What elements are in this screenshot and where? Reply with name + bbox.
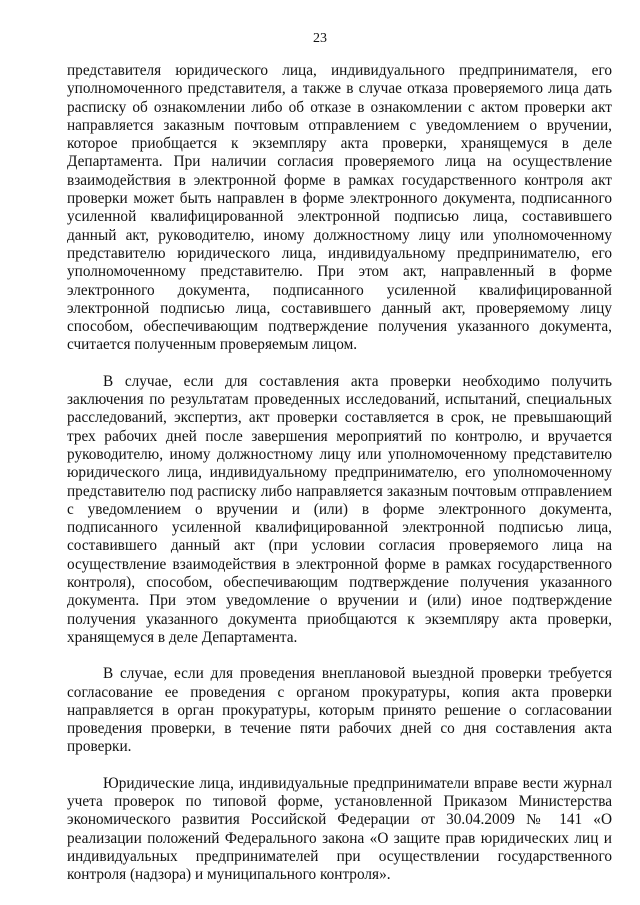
paragraph-act-delivery-after-expertise: В случае, если для составления акта проверки необходимо получить заключения по результатам проведенных исследований, испытаний, специальных расследований, экспертиз, акт проверки составляется в срок, не превышающий трех рабочих дней после завершения мероприятий по контролю, и вручается руководителю, иному должностному лицу или уполномоченному представителю юридического лица, индивидуальному предпринимателю, его уполномоченному представителю под расписку либо направляется заказным почтовым отправлением с уведомлением о вручении и (или) в форме электронного документа, подписанного усиленной квалифицированной электронной подписью лица, составившего данный акт (при условии согласия проверяемого лица на осуществление взаимодействия в электронной форме в рамках государственного контроля), способом, обеспечивающим подтверждение получения указанного документа. При этом уведомление о вручении и (или) иное подтверждение получения указанного документа приобщаются к экземпляру акта проверки, хранящемуся в деле Департамента. bbox=[67, 372, 612, 646]
paragraph-inspection-journal: Юридические лица, индивидуальные предприниматели вправе вести журнал учета проверок по типовой форме, установленной Приказом Министерства экономического развития Российской Федерации от 30.04.2009 № 141 «О реализации положений Федерального закона «О защите прав юридических лиц и индивидуальных предпринимателей при осуществлении государственного контроля (надзора) и муниципального контроля». bbox=[67, 774, 612, 884]
page-number: 23 bbox=[313, 31, 327, 46]
paragraph-prosecutor-copy: В случае, если для проведения внеплановой выездной проверки требуется согласование ее проведения с органом прокуратуры, копия акта проверки направляется в орган прокуратуры, которым принято решение о согласовании проведения проверки, в течение пяти рабочих дней со дня составления акта проверки. bbox=[67, 665, 612, 756]
document-body bbox=[67, 62, 612, 884]
paragraph-continuation: представителя юридического лица, индивидуального предпринимателя, его уполномоченного представителя, а также в случае отказа проверяемого лица дать расписку об ознакомлении либо об отказе в ознакомлении с актом проверки акт направляется заказным почтовым отправлением с уведомлением о вручении, которое приобщается к экземпляру акта проверки, хранящемуся в деле Департамента. При наличии согласия проверяемого лица на осуществление взаимодействия в электронной форме в рамках государственного контроля акт проверки может быть направлен в форме электронного документа, подписанного усиленной квалифицированной электронной подписью лица, составившего данный акт, руководителю, иному должностному лицу или уполномоченному представителю юридического лица, индивидуальному предпринимателю, его уполномоченному представителю. При этом акт, направленный в форме электронного документа, подписанного усиленной квалифицированной электронной подписью лица, составившего данный акт, проверяемому лицу способом, обеспечивающим подтверждение получения указанного документа, считается полученным проверяемым лицом. bbox=[67, 62, 612, 354]
